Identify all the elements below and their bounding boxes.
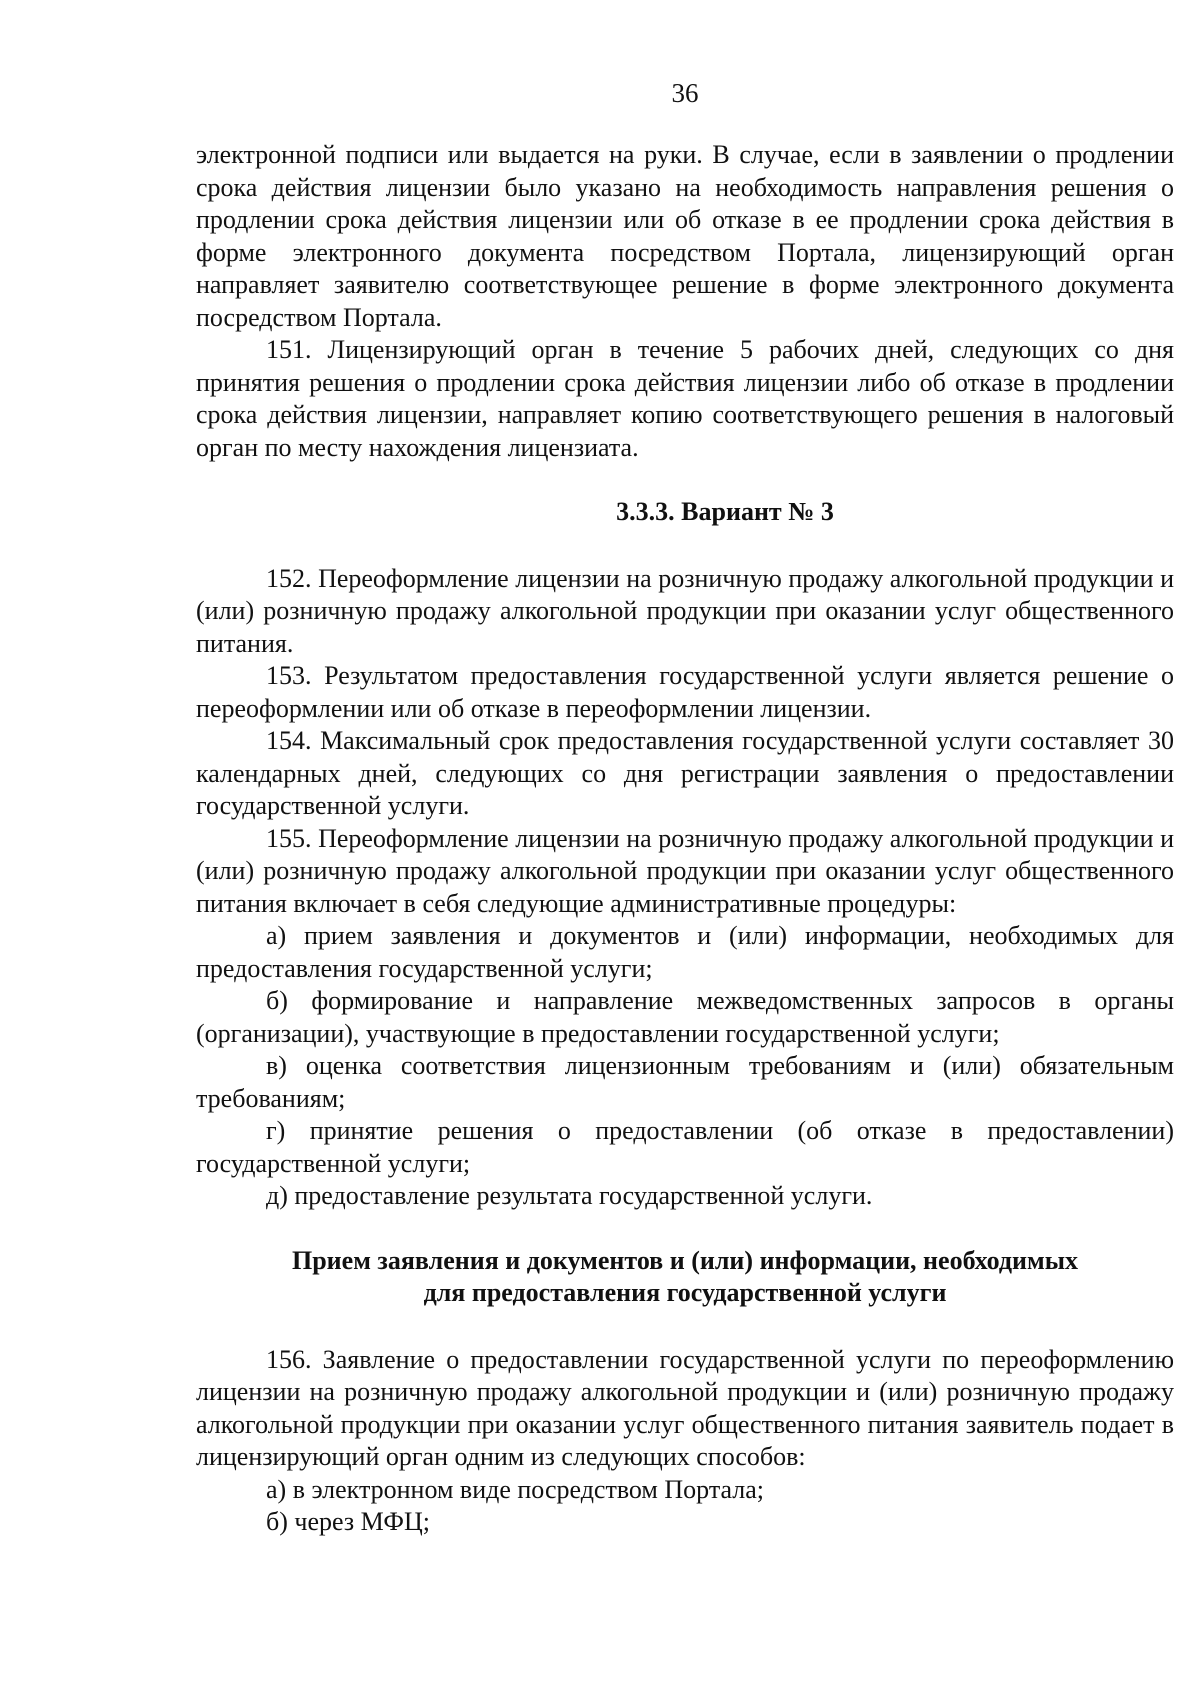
- list-item-b: б) формирование и направление межведомственных запросов в органы (организации), участвующие в предоставлении государственной услуги;: [196, 986, 1174, 1048]
- list-item-d: д) предоставление результата государственной услуги.: [266, 1181, 873, 1210]
- list-item-156-b: б) через МФЦ;: [266, 1507, 430, 1536]
- paragraph-continuation: электронной подписи или выдается на руки. В случае, если в заявлении о продлении срока действия лицензии было указано на необходимость направления решения о продлении срока действия лицензии или об отказе в ее продлении срока действия в форме электронного документа посредством Портала, лицензирующий орган направляет заявителю соответствующее решение в форме электронного документа посредством Портала.: [196, 140, 1174, 332]
- document-body: [196, 139, 1174, 1539]
- paragraph-152: 152. Переоформление лицензии на розничную продажу алкогольной продукции и (или) розничную продажу алкогольной продукции при оказании услуг общественного питания.: [196, 563, 1174, 658]
- subsection-heading-line2: для предоставления государственной услуги: [423, 1278, 947, 1307]
- section-heading: 3.3.3. Вариант № 3: [616, 497, 834, 526]
- list-item-a: а) прием заявления и документов и (или) информации, необходимых для предоставления государственной услуги;: [196, 921, 1174, 983]
- subsection-heading-line1: Прием заявления и документов и (или) информации, необходимых: [291, 1245, 1078, 1275]
- list-item-v: в) оценка соответствия лицензионным требованиям и (или) обязательным требованиям;: [196, 1051, 1174, 1113]
- paragraph-154: 154. Максимальный срок предоставления государственной услуги составляет 30 календарных дней, следующих со дня регистрации заявления о предоставлении государственной услуги.: [196, 726, 1174, 820]
- list-item-156-a: а) в электронном виде посредством Портала;: [266, 1474, 764, 1504]
- page-number: 36: [671, 78, 699, 108]
- list-item-g: г) принятие решения о предоставлении (об отказе в предоставлении) государственной услуги;: [196, 1116, 1174, 1178]
- paragraph-153: 153. Результатом предоставления государственной услуги является решение о переоформлении или об отказе в переоформлении лицензии.: [196, 661, 1174, 723]
- paragraph-156: 156. Заявление о предоставлении государственной услуги по переоформлению лицензии на розничную продажу алкогольной продукции и (или) розничную продажу алкогольной продукции при оказании услуг общественного питания заявитель подает в лицензирующий орган одним из следующих способов:: [196, 1344, 1174, 1471]
- paragraph-155: 155. Переоформление лицензии на розничную продажу алкогольной продукции и (или) розничную продажу алкогольной продукции при оказании услуг общественного питания включает в себя следующие административные процедуры:: [196, 823, 1174, 918]
- paragraph-151: 151. Лицензирующий орган в течение 5 рабочих дней, следующих со дня принятия решения о продлении срока действия лицензии либо об отказе в продлении срока действия лицензии, направляет копию соответствующего решения в налоговый орган по месту нахождения лицензиата.: [196, 335, 1174, 462]
